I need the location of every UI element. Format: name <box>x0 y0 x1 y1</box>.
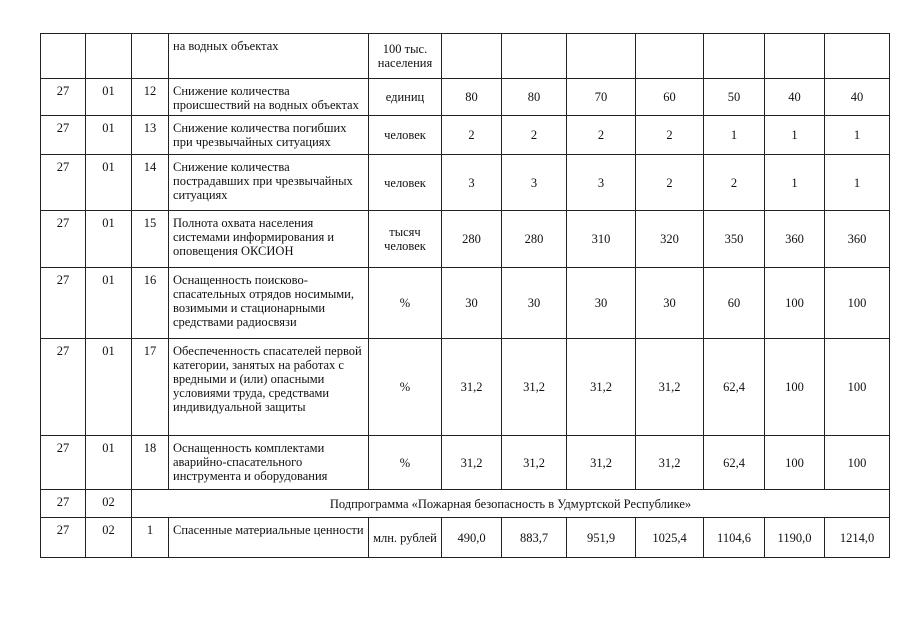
value-cell: 62,4 <box>704 436 765 490</box>
value-cell: 31,2 <box>442 339 502 436</box>
value-cell: 70 <box>567 79 636 116</box>
value-cell <box>442 34 502 79</box>
indicator-number: 15 <box>132 211 169 268</box>
unit-cell: человек <box>369 116 442 155</box>
value-cell: 1104,6 <box>704 518 765 558</box>
unit-cell: 100 тыс. населения <box>369 34 442 79</box>
table-row <box>41 79 890 116</box>
value-cell: 80 <box>502 79 567 116</box>
value-cell <box>765 34 825 79</box>
section-code: 27 <box>41 490 86 518</box>
value-cell: 100 <box>765 268 825 339</box>
value-cell: 50 <box>704 79 765 116</box>
value-cell: 883,7 <box>502 518 567 558</box>
indicators-table <box>40 33 890 558</box>
section-code: 27 <box>41 518 86 558</box>
value-cell: 1190,0 <box>765 518 825 558</box>
value-cell <box>567 34 636 79</box>
table-row <box>41 211 890 268</box>
unit-cell: % <box>369 436 442 490</box>
unit-cell: единиц <box>369 79 442 116</box>
indicator-number: 16 <box>132 268 169 339</box>
value-cell: 1 <box>825 155 890 211</box>
value-cell: 40 <box>765 79 825 116</box>
value-cell: 100 <box>825 339 890 436</box>
value-cell: 30 <box>502 268 567 339</box>
value-cell: 1 <box>765 116 825 155</box>
indicator-name: Полнота охвата населения системами информирования и оповещения ОКСИОН <box>169 211 369 268</box>
indicator-name: Спасенные материальные ценности <box>169 518 369 558</box>
value-cell <box>704 34 765 79</box>
table-row <box>41 116 890 155</box>
section-code <box>41 34 86 79</box>
subprogram-code: 02 <box>86 518 132 558</box>
subprogram-code: 01 <box>86 436 132 490</box>
value-cell: 31,2 <box>442 436 502 490</box>
section-code: 27 <box>41 79 86 116</box>
section-code: 27 <box>41 155 86 211</box>
value-cell: 1 <box>825 116 890 155</box>
indicator-number: 13 <box>132 116 169 155</box>
table-row <box>41 436 890 490</box>
value-cell: 1214,0 <box>825 518 890 558</box>
section-code: 27 <box>41 116 86 155</box>
value-cell: 320 <box>636 211 704 268</box>
value-cell: 100 <box>825 268 890 339</box>
indicator-name: Снижение количества погибших при чрезвычайных ситуациях <box>169 116 369 155</box>
value-cell: 31,2 <box>567 339 636 436</box>
section-code: 27 <box>41 211 86 268</box>
value-cell: 2 <box>636 116 704 155</box>
table-row <box>41 339 890 436</box>
value-cell <box>636 34 704 79</box>
unit-cell: % <box>369 339 442 436</box>
value-cell: 2 <box>502 116 567 155</box>
value-cell: 360 <box>825 211 890 268</box>
value-cell: 1 <box>704 116 765 155</box>
value-cell <box>502 34 567 79</box>
subprogram-title: Подпрограмма «Пожарная безопасность в Удмуртской Республике» <box>132 490 890 518</box>
subprogram-row <box>41 490 890 518</box>
value-cell: 100 <box>765 339 825 436</box>
value-cell: 490,0 <box>442 518 502 558</box>
value-cell: 31,2 <box>567 436 636 490</box>
section-code: 27 <box>41 339 86 436</box>
indicator-name: Снижение количества происшествий на водных объектах <box>169 79 369 116</box>
table-row <box>41 518 890 558</box>
value-cell: 31,2 <box>502 436 567 490</box>
indicator-number: 12 <box>132 79 169 116</box>
section-code: 27 <box>41 268 86 339</box>
value-cell: 62,4 <box>704 339 765 436</box>
section-code: 27 <box>41 436 86 490</box>
value-cell: 31,2 <box>636 339 704 436</box>
value-cell: 2 <box>442 116 502 155</box>
subprogram-code: 01 <box>86 155 132 211</box>
indicator-name: Оснащенность комплектами аварийно-спасательного инструмента и оборудования <box>169 436 369 490</box>
subprogram-code: 01 <box>86 268 132 339</box>
value-cell: 2 <box>567 116 636 155</box>
subprogram-code <box>86 34 132 79</box>
indicator-name: на водных объектах <box>169 34 369 79</box>
value-cell: 951,9 <box>567 518 636 558</box>
value-cell: 60 <box>704 268 765 339</box>
value-cell: 280 <box>502 211 567 268</box>
value-cell: 2 <box>704 155 765 211</box>
unit-cell: тысяч человек <box>369 211 442 268</box>
indicator-number: 14 <box>132 155 169 211</box>
subprogram-code: 01 <box>86 116 132 155</box>
value-cell: 40 <box>825 79 890 116</box>
indicator-number: 17 <box>132 339 169 436</box>
table-row <box>41 34 890 79</box>
table-row <box>41 155 890 211</box>
subprogram-code: 01 <box>86 211 132 268</box>
value-cell: 3 <box>442 155 502 211</box>
value-cell: 360 <box>765 211 825 268</box>
value-cell: 1 <box>765 155 825 211</box>
indicator-name: Обеспеченность спасателей первой категории, занятых на работах с вредными и (или) опасными условиями труда, средствами индивидуальной защиты <box>169 339 369 436</box>
value-cell: 3 <box>502 155 567 211</box>
indicator-number: 1 <box>132 518 169 558</box>
value-cell: 80 <box>442 79 502 116</box>
indicator-number <box>132 34 169 79</box>
value-cell: 100 <box>765 436 825 490</box>
value-cell: 100 <box>825 436 890 490</box>
indicator-name: Оснащенность поисково-спасательных отрядов носимыми, возимыми и стационарными средствами радиосвязи <box>169 268 369 339</box>
subprogram-code: 01 <box>86 79 132 116</box>
value-cell: 31,2 <box>636 436 704 490</box>
subprogram-code: 02 <box>86 490 132 518</box>
value-cell: 2 <box>636 155 704 211</box>
value-cell: 60 <box>636 79 704 116</box>
subprogram-code: 01 <box>86 339 132 436</box>
indicator-name: Снижение количества пострадавших при чрезвычайных ситуациях <box>169 155 369 211</box>
value-cell: 30 <box>567 268 636 339</box>
indicator-number: 18 <box>132 436 169 490</box>
value-cell: 1025,4 <box>636 518 704 558</box>
value-cell <box>825 34 890 79</box>
table-row <box>41 268 890 339</box>
unit-cell: млн. рублей <box>369 518 442 558</box>
value-cell: 350 <box>704 211 765 268</box>
value-cell: 31,2 <box>502 339 567 436</box>
unit-cell: % <box>369 268 442 339</box>
value-cell: 30 <box>442 268 502 339</box>
value-cell: 3 <box>567 155 636 211</box>
unit-cell: человек <box>369 155 442 211</box>
value-cell: 280 <box>442 211 502 268</box>
value-cell: 310 <box>567 211 636 268</box>
value-cell: 30 <box>636 268 704 339</box>
